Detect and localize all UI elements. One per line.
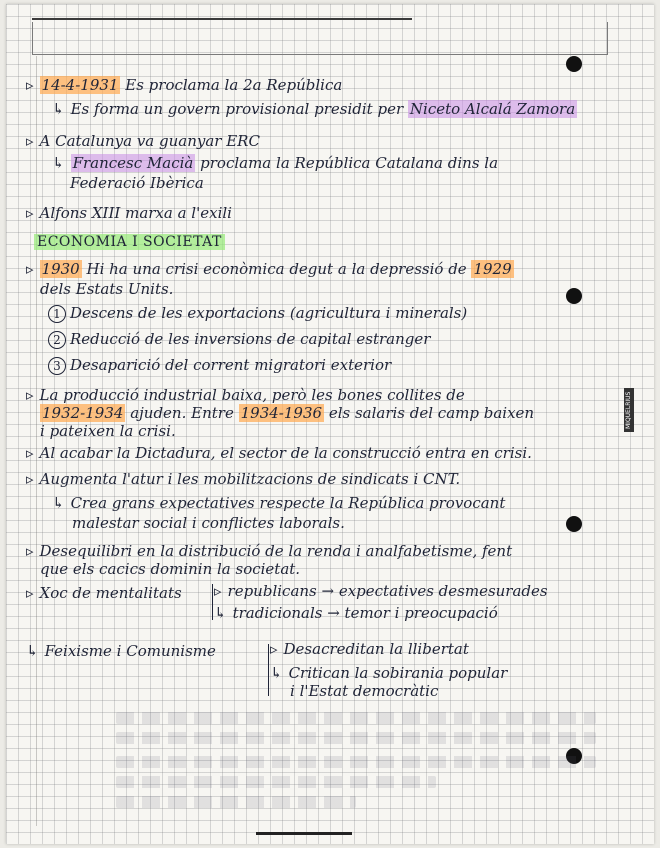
binder-hole-2	[566, 288, 582, 304]
sub-arrow-icon: ↳	[270, 664, 283, 682]
note-text: La producció industrial baixa, però les bones collites de	[39, 386, 465, 404]
note-line-18-branch-1	[214, 582, 548, 600]
note-line-13	[26, 470, 460, 488]
note-text: Critican la sobirania popular	[288, 664, 508, 682]
note-line-12	[26, 444, 532, 462]
item-number: 2	[48, 331, 66, 349]
note-line-15	[72, 514, 345, 532]
show-through-1	[116, 712, 596, 724]
note-text: Xoc de mentalitats	[39, 584, 182, 602]
arrow-icon: ▹	[26, 470, 34, 488]
note-line-18-branch-2	[214, 604, 498, 622]
note-text: Es forma un govern provisional presidit per	[70, 100, 404, 118]
item-number: 1	[48, 305, 66, 323]
arrow-icon: ▹	[214, 582, 222, 600]
sub-arrow-icon: ↳	[52, 154, 65, 172]
arrow-icon: ▹	[270, 640, 278, 658]
note-line-8	[40, 280, 173, 298]
note-line-14	[52, 494, 505, 512]
note-text: que els cacics dominin la societat.	[40, 560, 301, 578]
note-line-7	[26, 260, 514, 278]
note-line-18	[26, 584, 182, 602]
name-highlight: Francesc Macià	[72, 154, 194, 172]
arrow-icon: ▹	[26, 542, 34, 560]
note-text: Feixisme i Comunisme	[44, 642, 216, 660]
note-text: els salaris del camp baixen	[328, 404, 535, 422]
numbered-item-2	[48, 330, 430, 349]
arrow-icon: ▹	[26, 584, 34, 602]
section-heading	[34, 232, 225, 251]
date-highlight: 14-4-1931	[41, 76, 119, 94]
header-box	[32, 22, 608, 55]
note-line-3	[26, 132, 260, 150]
note-text: Desacreditan la llibertat	[283, 640, 469, 658]
bottom-bar	[256, 832, 352, 835]
note-text: Desequilibri en la distribució de la renda i analfabetisme, fent	[39, 542, 513, 560]
note-text: i l'Estat democràtic	[290, 682, 439, 700]
note-text: Es proclama la 2a República	[125, 76, 343, 94]
bracket-1	[212, 584, 213, 620]
sub-arrow-icon: ↳	[52, 494, 65, 512]
note-text: A Catalunya va guanyar ERC	[39, 132, 260, 150]
sub-arrow-icon: ↳	[214, 604, 227, 622]
bracket-2	[268, 644, 269, 696]
sub-arrow-icon: ↳	[52, 100, 65, 118]
numbered-item-3	[48, 356, 391, 375]
note-text: malestar social i conflictes laborals.	[72, 514, 345, 532]
note-line-19-branch-2	[270, 664, 507, 682]
item-number: 3	[48, 357, 66, 375]
date-highlight: 1929	[473, 260, 512, 278]
note-line-6	[26, 204, 232, 222]
brand-tab: MIQUELRIUS	[624, 388, 634, 432]
arrow-icon: ▹	[26, 444, 34, 462]
note-text: tradicionals → temor i preocupació	[232, 604, 498, 622]
note-text: Al acabar la Dictadura, el sector de la construcció entra en crisi.	[39, 444, 532, 462]
arrow-icon: ↳	[26, 642, 39, 660]
note-text: Hi ha una crisi econòmica degut a la depressió de	[86, 260, 467, 278]
date-highlight: 1932-1934	[42, 404, 124, 422]
note-text: Federació Ibèrica	[70, 174, 204, 192]
note-line-2	[52, 100, 577, 118]
show-through-2	[116, 732, 596, 744]
arrow-icon: ▹	[26, 204, 34, 222]
note-text: Alfons XIII marxa a l'exili	[39, 204, 232, 222]
binder-hole-1	[566, 56, 582, 72]
name-highlight: Niceto Alcalá Zamora	[409, 100, 576, 118]
margin-line	[36, 56, 37, 826]
header-top-line	[32, 18, 412, 20]
item-text: Desaparició del corrent migratori exterior	[70, 356, 392, 374]
arrow-icon: ▹	[26, 260, 34, 278]
note-text: Augmenta l'atur i les mobilitzacions de sindicats i CNT.	[39, 470, 461, 488]
show-through-5	[116, 796, 356, 808]
section-heading-text: ECONOMIA I SOCIETAT	[34, 234, 225, 250]
date-highlight: 1934-1936	[240, 404, 323, 422]
date-highlight: 1930	[41, 260, 80, 278]
note-line-9	[26, 386, 465, 404]
note-line-17	[40, 560, 300, 578]
binder-hole-3	[566, 516, 582, 532]
note-line-11	[40, 422, 176, 440]
note-text: dels Estats Units.	[40, 280, 174, 298]
note-text: republicans → expectatives desmesurades	[227, 582, 548, 600]
show-through-4	[116, 776, 436, 788]
note-text: Crea grans expectatives respecte la República provocant	[70, 494, 506, 512]
arrow-icon: ▹	[26, 132, 34, 150]
note-line-19-branch-1	[270, 640, 469, 658]
note-text: proclama la República Catalana dins la	[200, 154, 499, 172]
note-text: ajuden. Entre	[130, 404, 234, 422]
notebook-page	[6, 4, 654, 844]
note-line-5	[70, 174, 204, 192]
note-line-19-branch-3	[290, 682, 438, 700]
note-line-16	[26, 542, 512, 560]
note-line-19	[26, 642, 216, 660]
arrow-icon: ▹	[26, 76, 34, 94]
note-line-10	[40, 404, 534, 422]
show-through-3	[116, 756, 596, 768]
note-text: i pateixen la crisi.	[40, 422, 176, 440]
note-line-4	[52, 154, 498, 172]
note-line-1	[26, 76, 342, 94]
numbered-item-1	[48, 304, 467, 323]
item-text: Descens de les exportacions (agricultura i minerals)	[70, 304, 468, 322]
item-text: Reducció de les inversions de capital estranger	[70, 330, 431, 348]
arrow-icon: ▹	[26, 386, 34, 404]
